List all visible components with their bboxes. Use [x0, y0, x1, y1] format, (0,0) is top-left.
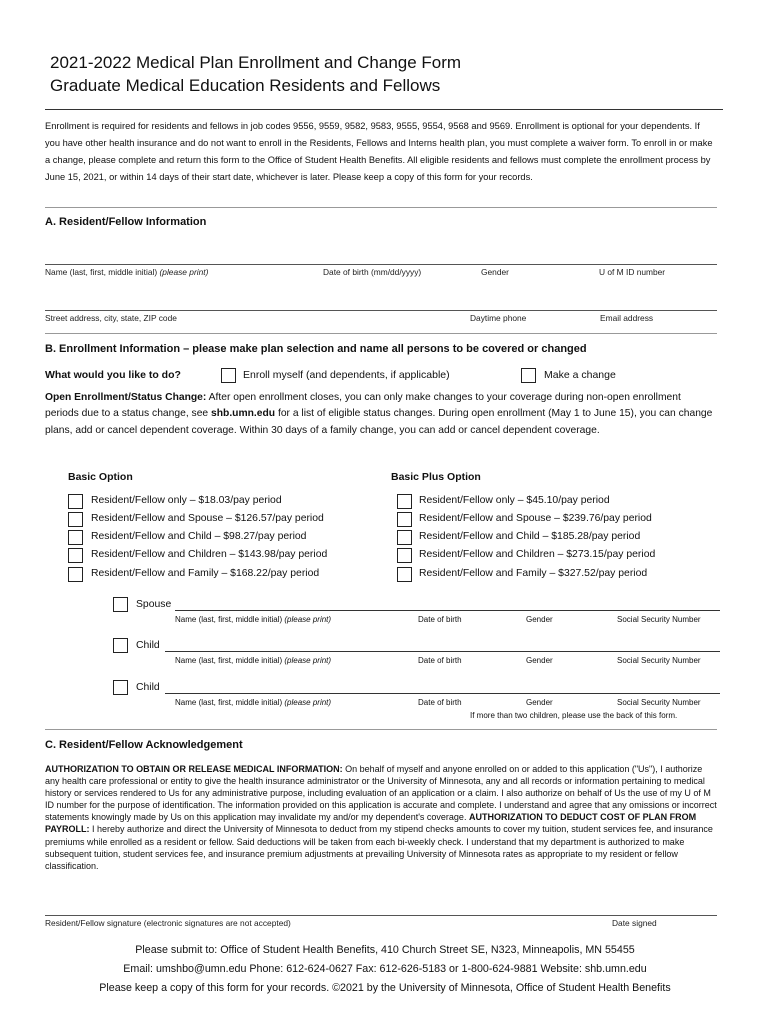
- dob-field[interactable]: [323, 240, 473, 262]
- footer-contact: Email: umshbo@umn.edu Phone: 612-624-0627 Fax: 612-626-5183 or 1-800-624-9881 Website: shb.umn.edu: [123, 963, 647, 975]
- spouse-ssn-label: Social Security Number: [617, 615, 701, 624]
- name-field[interactable]: [45, 240, 315, 262]
- basic-plan-label: Resident/Fellow and Children – $143.98/pay period: [91, 549, 328, 560]
- intro-divider: [45, 207, 717, 208]
- form-subtitle: Graduate Medical Education Residents and Fellows: [50, 76, 441, 95]
- basic-plus-plan-checkbox[interactable]: [397, 494, 412, 509]
- child2-field[interactable]: [165, 679, 720, 693]
- spouse-label: Spouse: [136, 599, 172, 610]
- child2-checkbox[interactable]: [113, 680, 128, 695]
- footer-submit: Please submit to: Office of Student Health Benefits, 410 Church Street SE, N323, Minneapolis, MN 55455: [135, 944, 635, 956]
- date-signed-field[interactable]: [605, 892, 717, 914]
- basic-plan-label: Resident/Fellow only – $18.03/pay period: [91, 495, 282, 506]
- child1-line: [165, 651, 720, 652]
- basic-plus-plan-checkbox[interactable]: [397, 530, 412, 545]
- child1-name-label: Name (last, first, middle initial) (please print): [175, 656, 332, 665]
- section-a-divider: [45, 333, 717, 334]
- basic-plus-plan-checkbox[interactable]: [397, 548, 412, 563]
- basic-plan-label: Resident/Fellow and Family – $168.22/pay period: [91, 568, 320, 579]
- basic-plus-plan-checkbox[interactable]: [397, 512, 412, 527]
- spouse-line: [175, 610, 720, 611]
- make-change-label: Make a change: [544, 369, 616, 381]
- child1-checkbox[interactable]: [113, 638, 128, 653]
- form-title: 2021-2022 Medical Plan Enrollment and Change Form: [50, 53, 462, 72]
- section-b-heading: B. Enrollment Information – please make plan selection and name all persons to be covered or changed: [45, 343, 587, 355]
- make-change-checkbox[interactable]: [521, 368, 536, 383]
- address-field[interactable]: [45, 286, 460, 308]
- phone-field[interactable]: [470, 286, 590, 308]
- info-row2-line: [45, 310, 717, 311]
- basic-plan-checkbox[interactable]: [68, 548, 83, 563]
- title-divider: [45, 109, 723, 110]
- open-enrollment-paragraph: Open Enrollment/Status Change: After open enrollment closes, you can only make changes to your coverage during non-open enrollment periods due to a status change, see shb.umn.edu for a list of eligible status changes. During open enrollment (May 1 to June 15), you can change plans, add or cancel dependent coverage. Within 30 days of a family change, you can add or cancel dependent coverage.: [45, 392, 713, 436]
- spouse-dob-label: Date of birth: [418, 615, 462, 624]
- section-c-heading: C. Resident/Fellow Acknowledgement: [45, 739, 243, 751]
- signature-line: [45, 915, 717, 916]
- signature-label: Resident/Fellow signature (electronic signatures are not accepted): [45, 918, 291, 928]
- authorization-paragraph: AUTHORIZATION TO OBTAIN OR RELEASE MEDICAL INFORMATION: On behalf of myself and anyone enrolled on or added to this application ("Us"), I authorize any health care professional or entity to give the health insurance administrator or the University of Minnesota, any and all records or information pertaining to medical history or services rendered to Us for any administrative purpose, including evaluation of an application or a claim. I also authorize on behalf of Us the use of my U of M ID number for the purpose of identification. The information provided on this application is accurate and complete. I understand and agree that any omissions or incorrect statements knowingly made by Us on this application may invalidate my and/or my dependent's coverage. AUTHORIZATION TO DEDUCT COST OF PLAN FROM PAYROLL: I hereby authorize and direct the University of Minnesota to deduct from my stipend checks amounts to cover my tuition, student services fee, and insurance premiums while enrolled as a resident or fellow. Said deductions will be taken from each bi-weekly check. I understand that my department is authorized to make subsequent tuition, student services fee, and insurance premium adjustments at prevailing University of Minnesota rates as appropriate to my resident or fellow classification.: [45, 764, 717, 871]
- child2-line: [165, 693, 720, 694]
- child2-ssn-label: Social Security Number: [617, 698, 701, 707]
- child1-gender-label: Gender: [526, 656, 553, 665]
- child2-name-label: Name (last, first, middle initial) (please print): [175, 698, 332, 707]
- section-a-heading: A. Resident/Fellow Information: [45, 216, 207, 228]
- name-label: Name (last, first, middle initial) (please print): [45, 267, 209, 277]
- umid-field[interactable]: [599, 240, 717, 262]
- basic-option-heading: Basic Option: [68, 471, 133, 483]
- enroll-myself-label: Enroll myself (and dependents, if applicable): [243, 369, 450, 381]
- child2-label: Child: [136, 682, 160, 693]
- child2-gender-label: Gender: [526, 698, 553, 707]
- signature-field[interactable]: [45, 892, 595, 914]
- basic-plus-plan-label: Resident/Fellow and Family – $327.52/pay period: [419, 568, 648, 579]
- date-signed-label: Date signed: [612, 918, 657, 928]
- basic-plan-checkbox[interactable]: [68, 530, 83, 545]
- child1-field[interactable]: [165, 637, 720, 651]
- basic-plus-plan-label: Resident/Fellow only – $45.10/pay period: [419, 495, 610, 506]
- email-field[interactable]: [600, 286, 717, 308]
- basic-plan-label: Resident/Fellow and Spouse – $126.57/pay period: [91, 513, 324, 524]
- action-question: What would you like to do?: [45, 369, 181, 381]
- more-children-note: If more than two children, please use the back of this form.: [470, 711, 678, 720]
- umid-label: U of M ID number: [599, 267, 666, 277]
- spouse-checkbox[interactable]: [113, 597, 128, 612]
- basic-plus-plan-label: Resident/Fellow and Child – $185.28/pay period: [419, 531, 641, 542]
- child1-ssn-label: Social Security Number: [617, 656, 701, 665]
- spouse-field[interactable]: [175, 596, 720, 610]
- basic-plan-checkbox[interactable]: [68, 512, 83, 527]
- footer-copyright: Please keep a copy of this form for your records. ©2021 by the University of Minnesota, Office of Student Health Benefits: [99, 982, 671, 994]
- dob-label: Date of birth (mm/dd/yyyy): [323, 267, 422, 277]
- basic-plan-checkbox[interactable]: [68, 567, 83, 582]
- child1-dob-label: Date of birth: [418, 656, 462, 665]
- intro-paragraph: Enrollment is required for residents and fellows in job codes 9556, 9559, 9582, 9583, 9555, 9554, 9568 and 9569. Enrollment is optional for your dependents. If you have other health insurance and do not want to enroll in the Residents, Fellows and Interns health plan, you must complete a waiver form. To enroll in or make a change, please complete and return this form to the Office of Student Health Benefits. All eligible residents and fellows must complete the enrollment process by June 15, 2021, or within 14 days of their start date, whichever is later. Please keep a copy of this form for your records.: [45, 121, 713, 182]
- spouse-name-label: Name (last, first, middle initial) (please print): [175, 615, 332, 624]
- basic-plus-plan-label: Resident/Fellow and Spouse – $239.76/pay period: [419, 513, 652, 524]
- address-label: Street address, city, state, ZIP code: [45, 313, 177, 323]
- gender-field[interactable]: [481, 240, 591, 262]
- enroll-myself-checkbox[interactable]: [221, 368, 236, 383]
- child1-label: Child: [136, 640, 160, 651]
- child2-dob-label: Date of birth: [418, 698, 462, 707]
- basic-plan-checkbox[interactable]: [68, 494, 83, 509]
- basic-plus-plan-label: Resident/Fellow and Children – $273.15/pay period: [419, 549, 656, 560]
- section-b-divider: [45, 729, 717, 730]
- spouse-gender-label: Gender: [526, 615, 553, 624]
- phone-label: Daytime phone: [470, 313, 527, 323]
- email-label: Email address: [600, 313, 654, 323]
- info-row1-line: [45, 264, 717, 265]
- basic-plan-label: Resident/Fellow and Child – $98.27/pay period: [91, 531, 307, 542]
- basic-plus-option-heading: Basic Plus Option: [391, 471, 481, 483]
- gender-label: Gender: [481, 267, 509, 277]
- basic-plus-plan-checkbox[interactable]: [397, 567, 412, 582]
